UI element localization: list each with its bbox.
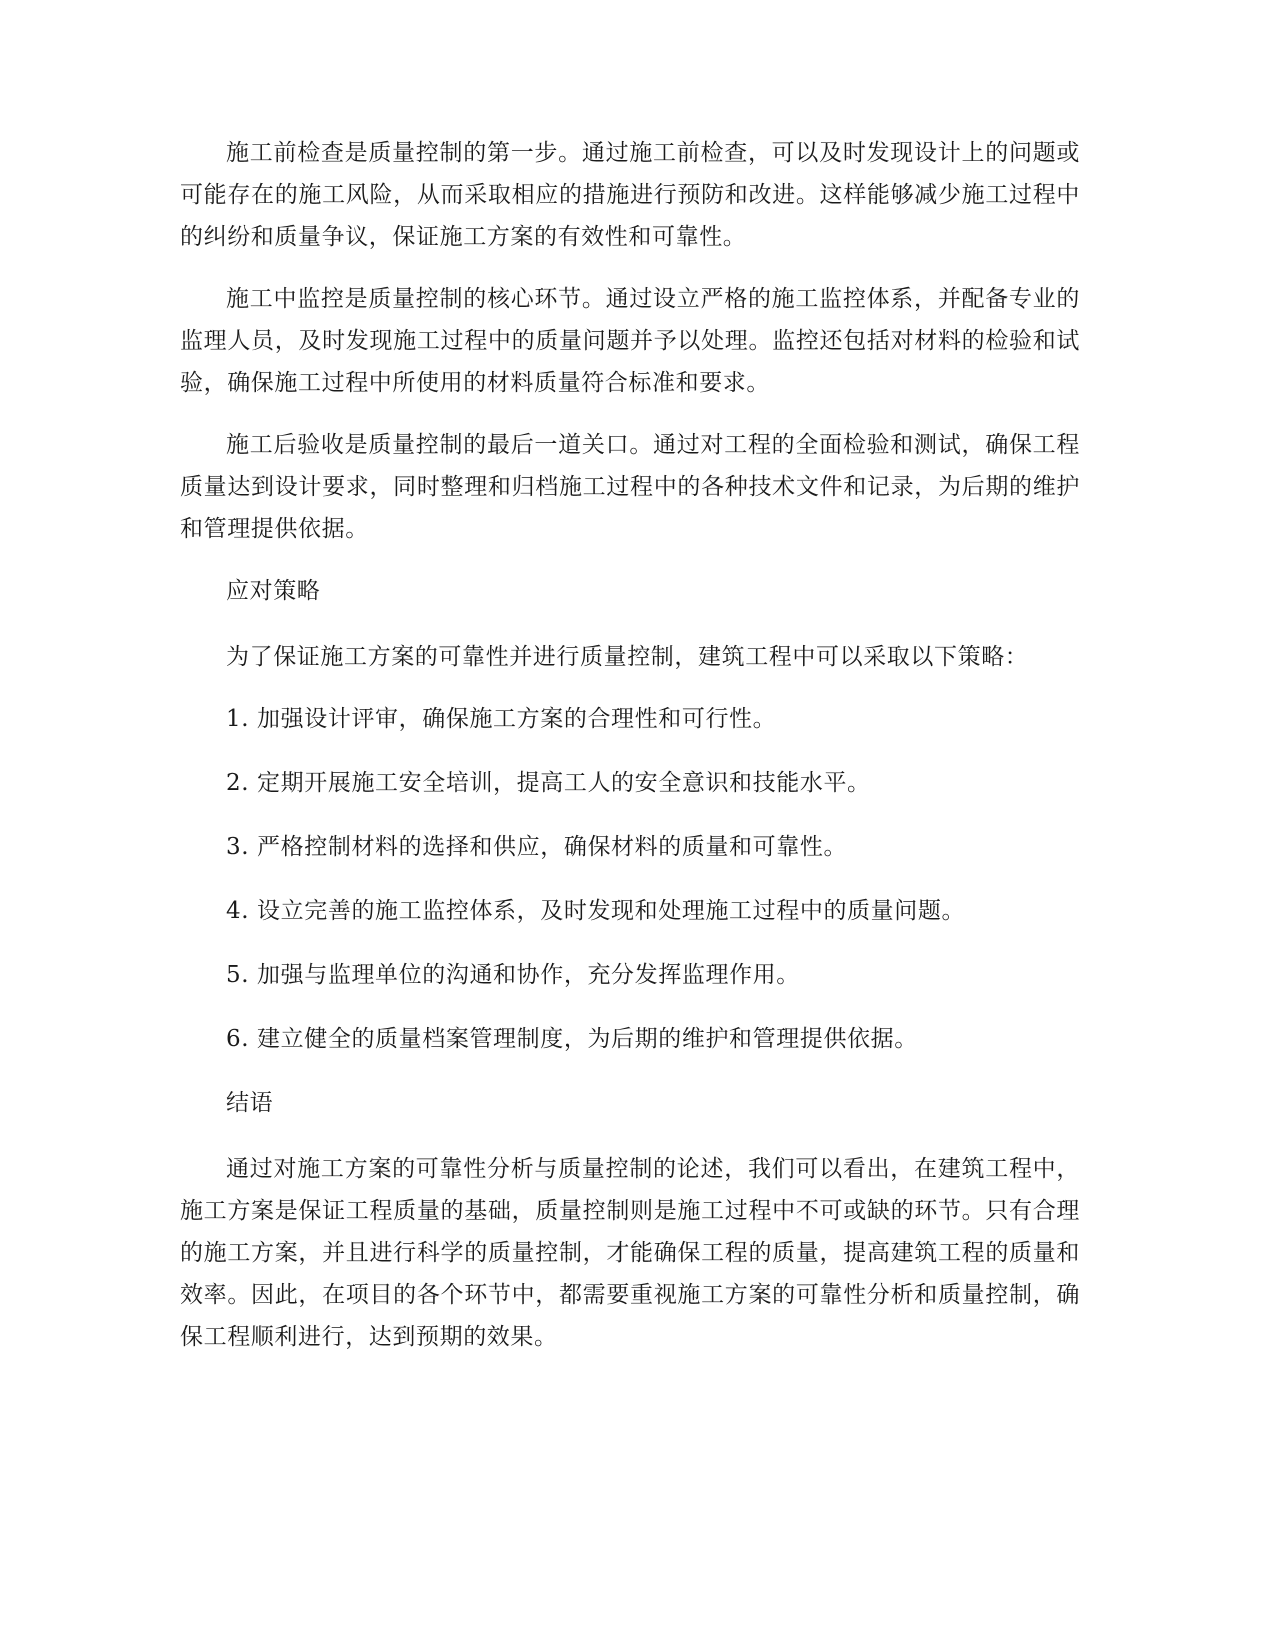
list-item: 6. 建立健全的质量档案管理制度，为后期的维护和管理提供依据。: [226, 1026, 918, 1052]
section-heading-strategy: 应对策略: [226, 578, 321, 604]
paragraph-post-construction-acceptance: 施工后验收是质量控制的最后一道关口。通过对工程的全面检验和测试，确保工程质量达到设计要求，同时整理和归档施工过程中的各种技术文件和记录，为后期的维护和管理提供依据。: [180, 432, 1080, 542]
conclusion-paragraph: 通过对施工方案的可靠性分析与质量控制的论述，我们可以看出，在建筑工程中，施工方案是保证工程质量的基础，质量控制则是施工过程中不可或缺的环节。只有合理的施工方案，并且进行科学的质量控制，才能确保工程的质量，提高建筑工程的质量和效率。因此，在项目的各个环节中，都需要重视施工方案的可靠性分析和质量控制，确保工程顺利进行，达到预期的效果。: [180, 1156, 1080, 1350]
paragraph-pre-construction-inspection: 施工前检查是质量控制的第一步。通过施工前检查，可以及时发现设计上的问题或可能存在的施工风险，从而采取相应的措施进行预防和改进。这样能够减少施工过程中的纠纷和质量争议，保证施工方案的有效性和可靠性。: [180, 140, 1080, 250]
strategy-intro: 为了保证施工方案的可靠性并进行质量控制，建筑工程中可以采取以下策略：: [226, 644, 1029, 670]
list-item: 1. 加强设计评审，确保施工方案的合理性和可行性。: [226, 706, 777, 732]
list-item: 2. 定期开展施工安全培训，提高工人的安全意识和技能水平。: [226, 770, 871, 796]
list-item: 5. 加强与监理单位的沟通和协作，充分发挥监理作用。: [226, 962, 800, 988]
paragraph-construction-monitoring: 施工中监控是质量控制的核心环节。通过设立严格的施工监控体系，并配备专业的监理人员，及时发现施工过程中的质量问题并予以处理。监控还包括对材料的检验和试验，确保施工过程中所使用的材料质量符合标准和要求。: [180, 286, 1080, 396]
list-item: 4. 设立完善的施工监控体系，及时发现和处理施工过程中的质量问题。: [226, 898, 966, 924]
document-body: [180, 132, 1080, 1378]
section-heading-conclusion: 结语: [226, 1090, 274, 1116]
list-item: 3. 严格控制材料的选择和供应，确保材料的质量和可靠性。: [226, 834, 848, 860]
strategy-list: [180, 698, 1080, 1060]
